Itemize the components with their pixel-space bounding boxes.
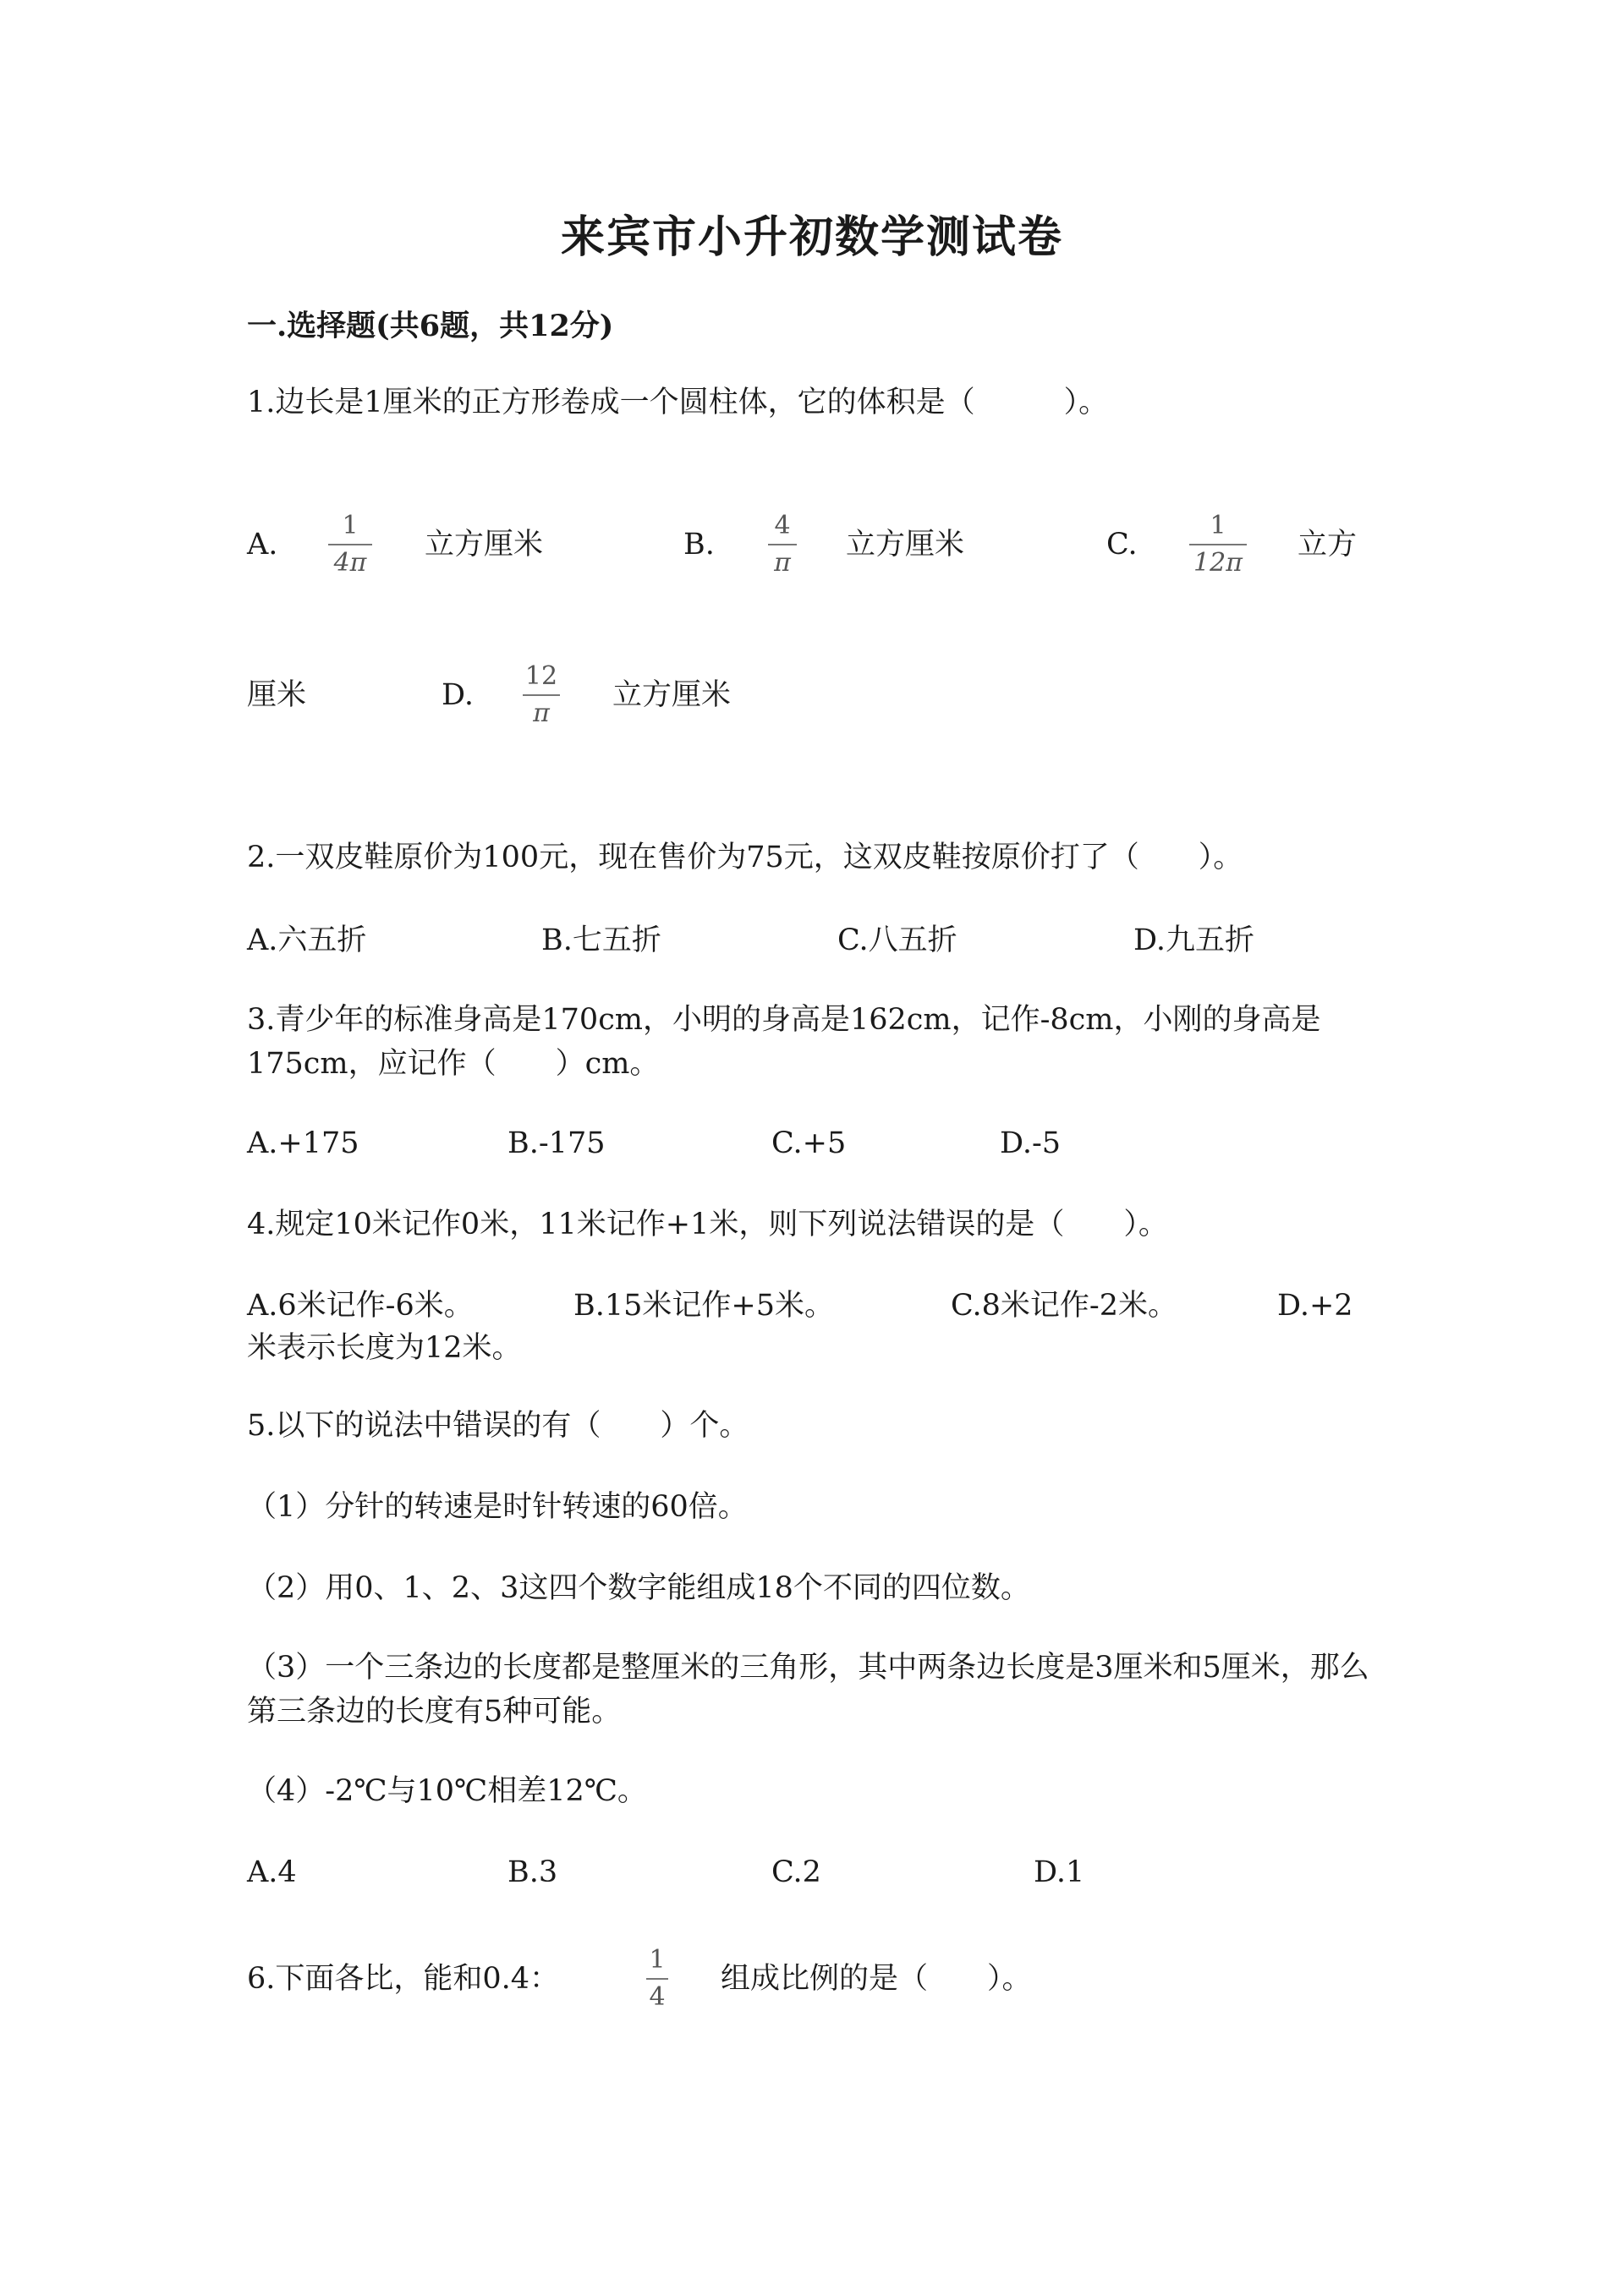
q4-option-a: A.6米记作-6米。 [247,1289,474,1323]
fraction-bar [523,694,560,696]
q1-option-a-label: A. [247,528,278,562]
q4-option-c: C.8米记作-2米。 [951,1289,1178,1323]
q2-option-b: B.七五折 [541,923,661,957]
q1-option-d-fraction [523,661,560,729]
q5-statement-4: （4）-2℃与10℃相差12℃。 [247,1774,647,1808]
q1-option-d-unit: 立方厘米 [612,678,732,712]
q1-b-numerator: 4 [774,511,791,540]
q2-option-a: A.六五折 [247,923,367,957]
q1-option-c-unit-part1: 立方 [1298,528,1358,562]
q1-option-b-label: B. [683,528,715,562]
q1-d-denominator: π [533,699,550,728]
q5-statement-1: （1）分针的转速是时针转速的60倍。 [247,1490,748,1524]
q6-numerator: 1 [649,1945,666,1975]
q2-option-d: D.九五折 [1133,923,1254,957]
q1-option-b-fraction [768,511,797,578]
q1-option-c-fraction [1189,511,1247,578]
q4-option-b: B.15米记作+5米。 [573,1289,834,1323]
q6-stem-part1: 6.下面各比，能和0.4： [247,1962,560,1996]
q4-stem: 4.规定10米记作0米，11米记作+1米，则下列说法错误的是（ ）。 [247,1208,1168,1241]
q3-option-a: A.+175 [247,1126,359,1160]
q5-option-b: B.3 [508,1855,558,1889]
q1-a-denominator: 4π [333,548,367,578]
q1-stem: 1.边长是1厘米的正方形卷成一个圆柱体，它的体积是（ ）。 [247,386,1109,419]
q5-statement-2: （2）用0、1、2、3这四个数字能组成18个不同的四位数。 [247,1571,1030,1605]
q1-option-b-unit: 立方厘米 [846,528,965,562]
q1-option-d-label: D. [442,678,474,712]
fraction-bar [768,544,797,545]
q5-option-c: C.2 [771,1855,821,1889]
q1-option-c-label: C. [1106,528,1138,562]
q1-d-numerator: 12 [524,661,558,691]
q5-stem: 5.以下的说法中错误的有（ ）个。 [247,1409,749,1443]
q2-option-c: C.八五折 [837,923,957,957]
q3-option-d: D.-5 [1000,1126,1062,1160]
q6-fraction [646,1945,668,2013]
q6-stem-part2: 组成比例的是（ ）。 [721,1962,1032,1996]
q1-b-denominator: π [774,548,791,578]
page-title: 来宾市小升初数学测试卷 [560,211,1063,263]
fraction-bar [646,1978,668,1980]
q6-denominator: 4 [649,1982,666,2012]
q3-stem: 3.青少年的标准身高是170cm，小明的身高是162cm，记作-8cm，小刚的身高是175cm，应记作（ ）cm。 [247,1003,1321,1081]
q4-option-d-continuation: 米表示长度为12米。 [247,1331,522,1365]
q1-c-numerator: 1 [1210,511,1226,540]
fraction-bar [328,544,372,545]
q5-option-a: A.4 [247,1855,297,1889]
q1-c-denominator: 12π [1193,548,1243,578]
q1-option-a-fraction [328,511,372,578]
q3-option-b: B.-175 [508,1126,606,1160]
q1-option-c-unit-part2: 厘米 [247,678,307,712]
q1-option-a-unit: 立方厘米 [425,528,544,562]
q4-option-d: D.+2 [1277,1289,1353,1323]
section-heading: 一.选择题(共6题，共12分) [247,309,614,343]
q2-stem: 2.一双皮鞋原价为100元，现在售价为75元，这双皮鞋按原价打了（ ）。 [247,841,1243,874]
fraction-bar [1189,544,1247,545]
q5-option-d: D.1 [1034,1855,1085,1889]
q5-statement-3: （3）一个三条边的长度都是整厘米的三角形，其中两条边长度是3厘米和5厘米，那么第三条边的长度有5种可能。 [247,1651,1369,1729]
q3-option-c: C.+5 [771,1126,847,1160]
q1-a-numerator: 1 [342,511,359,540]
